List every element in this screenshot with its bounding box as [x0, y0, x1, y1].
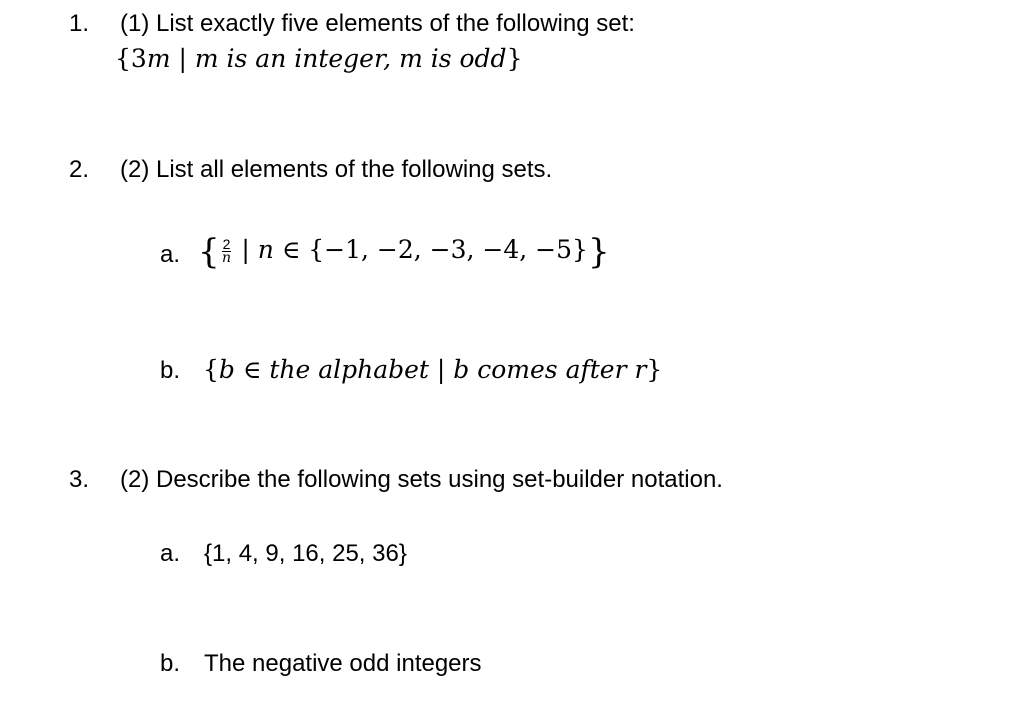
q2b-member: ∈ [234, 355, 270, 384]
q2a-fraction [222, 238, 232, 265]
question-2b-label: b. [160, 357, 181, 384]
question-2a-label: a. [160, 241, 181, 268]
q2a-bar: | [233, 235, 258, 264]
q2a-brace-close: } [587, 232, 610, 272]
q1-set-var: m [146, 44, 171, 73]
question-3-text: (2) Describe the following sets using set-builder notation. [120, 466, 723, 493]
question-2a-set-expression [198, 232, 610, 272]
question-2-text: (2) List all elements of the following sets. [120, 156, 553, 183]
question-2b-set-expression [203, 355, 662, 385]
question-3b-label: b. [160, 650, 181, 677]
q2a-frac-numerator: 2 [222, 236, 231, 252]
q1-set-bar: | [170, 44, 195, 73]
q2a-member: ∈ [273, 235, 309, 264]
question-2-number: 2. [69, 156, 90, 183]
q2b-condition: the alphabet | b comes after r [269, 355, 647, 384]
question-3a-set: {1, 4, 9, 16, 25, 36} [204, 540, 407, 567]
question-3a-label: a. [160, 540, 181, 567]
q2a-set: {−1, −2, −3, −4, −5} [308, 235, 588, 264]
question-1-set-expression [115, 44, 522, 74]
question-3b-text: The negative odd integers [204, 650, 482, 677]
q2b-var: b [218, 355, 235, 384]
question-3-number: 3. [69, 466, 90, 493]
q1-set-open: {3 [115, 44, 147, 73]
q2a-var: n [257, 235, 274, 264]
q2b-close: } [646, 355, 663, 384]
question-1-number: 1. [69, 10, 90, 37]
q1-set-condition: m is an integer, m is odd [194, 44, 507, 73]
q1-set-close: } [506, 44, 523, 73]
question-1-text: (1) List exactly five elements of the following set: [120, 10, 635, 37]
q2a-brace-open: { [198, 232, 220, 272]
q2a-frac-denominator: n [222, 250, 232, 266]
q2b-open: { [203, 355, 219, 384]
